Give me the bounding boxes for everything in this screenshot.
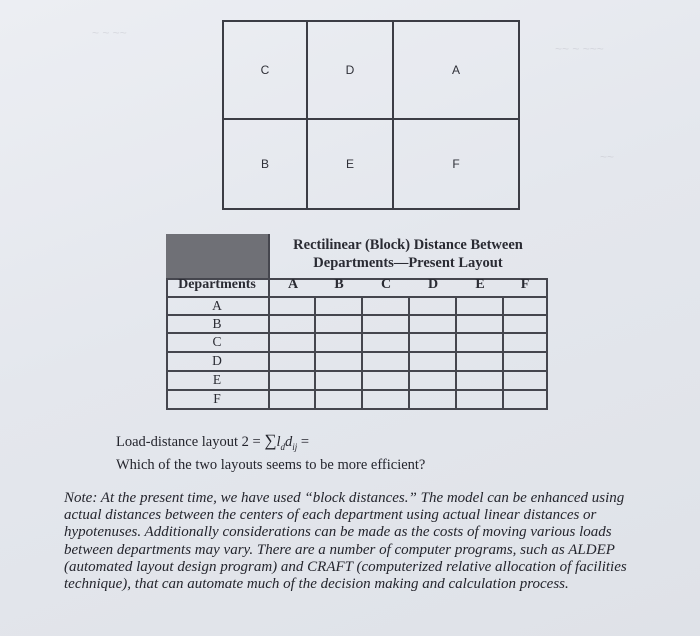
formula-label: Load-distance layout 2 = bbox=[116, 434, 261, 450]
column-header-d: D bbox=[427, 277, 439, 292]
table-corner-shade bbox=[166, 234, 268, 278]
column-header-e: E bbox=[475, 277, 485, 292]
column-header-a: A bbox=[287, 277, 299, 292]
load-distance-formula bbox=[116, 432, 309, 456]
distance-table bbox=[166, 234, 548, 411]
row-header-a: A bbox=[212, 298, 222, 313]
dept-cell-top-3: A bbox=[451, 63, 460, 77]
efficiency-question: Which of the two layouts seems to be more efficient? bbox=[116, 457, 426, 473]
formula-l: l bbox=[276, 434, 281, 450]
dept-cell-bottom-2: E bbox=[345, 157, 354, 171]
row-header-c: C bbox=[212, 334, 222, 349]
dept-cell-top-1: C bbox=[260, 63, 270, 77]
dept-cell-top-2: D bbox=[345, 63, 355, 77]
table-title bbox=[268, 236, 548, 272]
row-header-e: E bbox=[212, 372, 222, 387]
formula-equals: = bbox=[300, 434, 310, 450]
row-header-b: B bbox=[212, 316, 222, 331]
formula-d-sub: ij bbox=[292, 441, 298, 452]
departments-header: Departments bbox=[178, 277, 256, 292]
row-header-f: F bbox=[213, 391, 221, 406]
note-paragraph: Note: At the present time, we have used “block distances.” The model can be enhanced using actual distances between the centers of each department using actual linear distances or hypotenuses. Additionally considerations can be made as the costs of moving various loads between departments may vary. There are a number of computer programs, such as ALDEP (automated layout design program) and CRAFT (computerized relative allocation of facilities technique), that can automate much of the decision making and calculation process. bbox=[64, 490, 627, 593]
column-header-f: F bbox=[520, 277, 530, 292]
row-header-d: D bbox=[212, 353, 222, 368]
table-title-line2: Departments—Present Layout bbox=[313, 255, 503, 271]
formula-l-sub: d bbox=[280, 441, 285, 452]
dept-cell-bottom-1: B bbox=[260, 157, 269, 171]
layout-grid bbox=[222, 20, 520, 210]
sigma-symbol: ∑ bbox=[264, 431, 277, 450]
dept-cell-bottom-3: F bbox=[452, 157, 460, 171]
column-header-b: B bbox=[334, 277, 344, 292]
column-header-c: C bbox=[380, 277, 392, 292]
formula-d: d bbox=[284, 434, 293, 450]
table-title-line1: Rectilinear (Block) Distance Between bbox=[293, 237, 523, 253]
